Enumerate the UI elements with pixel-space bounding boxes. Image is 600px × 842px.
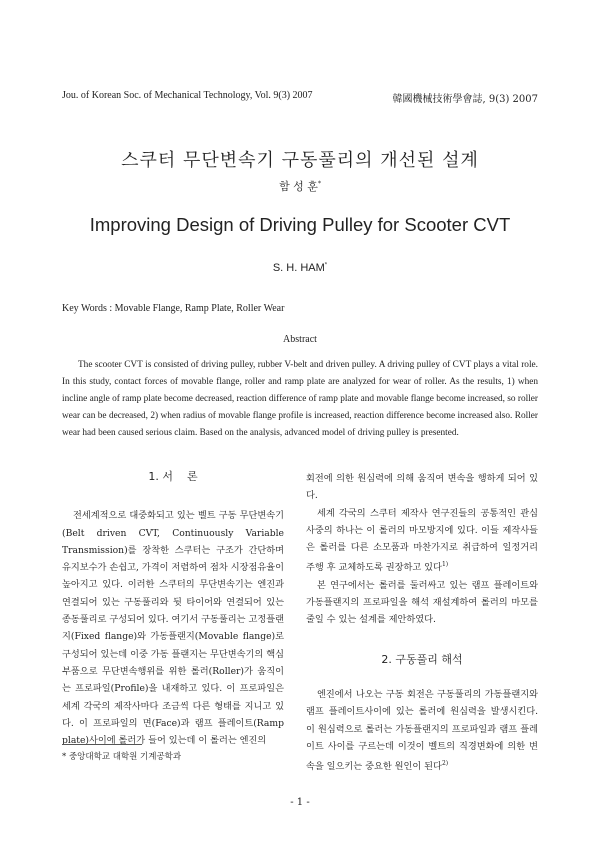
page-number: - 1 - bbox=[290, 797, 310, 808]
author-korean bbox=[0, 178, 600, 194]
footnote-divider bbox=[62, 744, 142, 745]
author-english bbox=[0, 262, 600, 274]
section-1-heading: 1. 서 론 bbox=[148, 470, 198, 483]
title-korean: 스쿠터 무단변속기 구동풀리의 개선된 설계 bbox=[121, 150, 479, 171]
journal-header-right: 韓國機械技術學會誌, 9(3) 2007 bbox=[392, 94, 538, 105]
section-2-paragraph-text: 엔진에서 나오는 구동 회전은 구동풀리의 가동플랜지와 램프 플레이트사이에 있는 롤러에 원심력을 발생시킨다. 이 원심력으로 롤러는 가동플랜지의 프로파일과 램프 플레이트 사이를 구르는데 이것이 벨트의 직경변화에 의한 변속을 일으키는 중요한 원인이 된다 bbox=[306, 689, 538, 773]
section-2-heading: 2. 구동풀리 해석 bbox=[381, 652, 463, 666]
right-column bbox=[306, 470, 538, 776]
right-paragraph-3: 본 연구에서는 롤러를 둘러싸고 있는 램프 플레이트와 가동플랜지의 프로파일을 해석 재설계하여 롤러의 마모를 줄일 수 있는 설계를 제안하였다. bbox=[306, 579, 538, 626]
right-paragraph-2-text: 세계 각국의 스쿠터 제작사 연구진들의 공통적인 관심사중의 하나는 이 롤러의 마모방지에 있다. 이들 제작사들은 롤러를 다른 소모품과 마찬가지로 취급하여 일정거리 주행 후 교체하도록 권장하고 있다 bbox=[306, 507, 538, 574]
right-paragraph-1: 회전에 의한 원심력에 의해 움직여 변속을 행하게 되어 있다. bbox=[306, 473, 538, 502]
right-paragraph-2 bbox=[306, 505, 538, 577]
reference-mark-1: 1) bbox=[441, 561, 449, 569]
section-1-paragraph: 전세계적으로 대중화되고 있는 벨트 구동 무단변속기(Belt driven CVT, Continuously Variable Transmission)를 장착한 스쿠터는 구조가 간단하며 유지보수가 손쉽고, 가격이 저렴하여 점차 시장점유율이 높아지고 있다. 이러한 스쿠터의 무단변속기는 엔진과 연결되어 있는 구동풀리와 뒷 타이어와 연결되어 있는 종동풀리로 구성되어 있다. 여기서 구동풀리는 고정플랜지(Fixed flange)와 가동플랜지(Movable flange)로 구성되어 있는데 이중 가동 플랜지는 무단변속기의 핵심부품으로 무단변속행위를 위한 롤러(Roller)가 움직이는 프로파일(Profile)을 내재하고 있다. 이 프로파일은 세계 각국의 제작사마다 조금씩 다른 형태를 지니고 있다. 이 프로파일의 면(Face)과 램프 플레이트(Ramp plate)사이에 롤러가 들어 있는데 이 롤러는 엔진의 bbox=[62, 510, 284, 747]
journal-header-left: Jou. of Korean Soc. of Mechanical Technology, Vol. 9(3) 2007 bbox=[62, 90, 313, 101]
abstract-text: The scooter CVT is consisted of driving pulley, rubber V-belt and driven pulley. A driving pulley of CVT plays a vital role. In this study, contact forces of movable flange, roller and ramp plate are analyzed for wear of roller. As the results, 1) when incline angle of ramp plate become decreased, reaction difference of ramp plate and movable flange become increased, so roller wear can be decreased, 2) when radius of movable flange profile is increased, reaction difference become increased also. Roller wear had been caused serious claim. Based on the analysis, advanced model of driving pulley is presented. bbox=[62, 360, 538, 438]
keywords: Key Words : Movable Flange, Ramp Plate, Roller Wear bbox=[62, 303, 285, 314]
author-korean-name: 함 성 훈 bbox=[279, 180, 318, 193]
title-english: Improving Design of Driving Pulley for Scooter CVT bbox=[89, 214, 511, 235]
author-english-mark: * bbox=[324, 262, 328, 269]
author-english-name: S. H. HAM bbox=[272, 262, 325, 274]
abstract-heading: Abstract bbox=[283, 334, 317, 345]
author-korean-mark: * bbox=[317, 180, 321, 188]
section-2-paragraph bbox=[306, 686, 538, 776]
footnote-affiliation: * 중앙대학교 대학원 기계공학과 bbox=[62, 752, 182, 762]
reference-mark-2: 2) bbox=[441, 760, 449, 768]
left-column bbox=[62, 468, 284, 749]
